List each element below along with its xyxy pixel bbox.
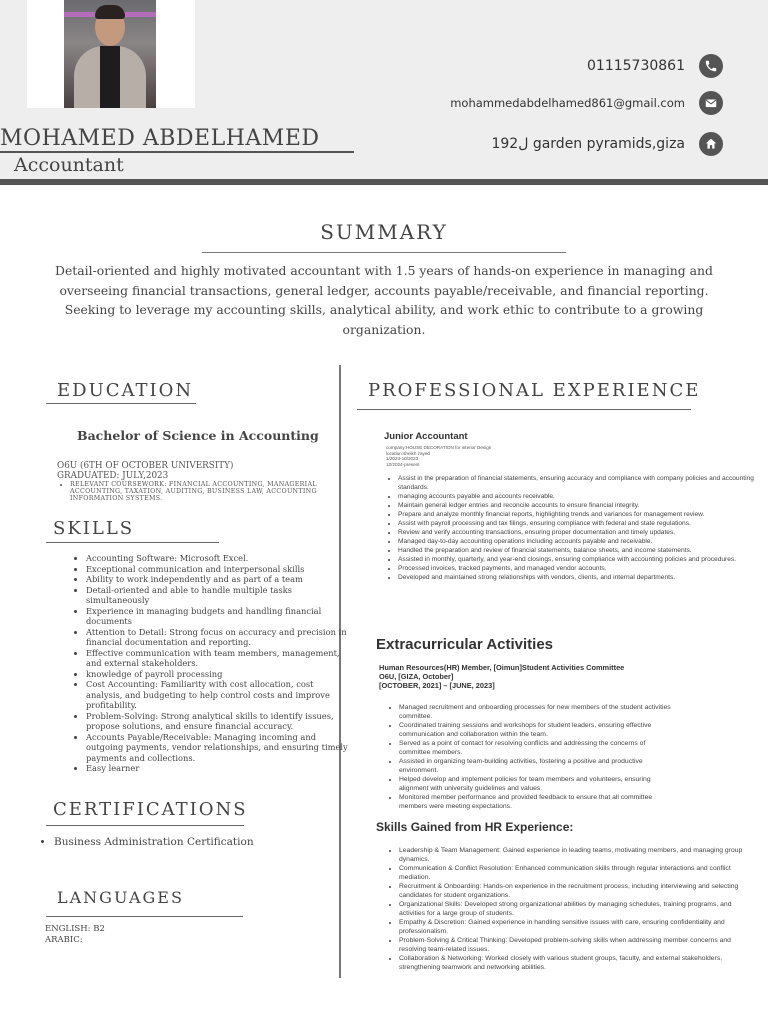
experience-heading: PROFESSIONAL EXPERIENCE (368, 380, 701, 401)
education-underline (46, 403, 196, 404)
job-location: location:sheikh zayed (386, 450, 430, 456)
hr-skill-item: • Problem-Solving & Critical Thinking: Developed problem-solving skills when addressing member concerns and resolving team-related issues. (399, 936, 744, 954)
candidate-name: MOHAMED ABDELHAMED (0, 126, 320, 151)
email-text[interactable]: mohammedabdelhamed861@gmail.com (450, 96, 685, 110)
summary-heading: SUMMARY (320, 220, 448, 244)
job-title: Junior Accountant (384, 431, 468, 442)
skill-item: • Attention to Detail: Strong focus on accuracy and precision in financial documentation and reporting. (86, 627, 351, 648)
mail-icon (699, 91, 723, 115)
job-duty-item: • Assisted in monthly, quarterly, and year-end closings, ensuring compliance with accounting policies and procedures. (398, 555, 758, 564)
extracurricular-item: • Served as a point of contact for resolving conflicts and addressing the concerns of committee members. (399, 739, 674, 757)
extracurricular-role: Human Resources(HR) Member, [Oimun]Student Activities Committee (379, 663, 625, 672)
job-duty-item: • Handled the preparation and review of financial statements, balance sheets, and income statements. (398, 546, 758, 555)
job-meta (386, 445, 491, 467)
job-company: company:HOUSE DECORATION for interior Design (386, 445, 492, 450)
extracurricular-item: • Coordinated training sessions and workshops for student leaders, ensuring effective communication and collaboration within the team. (399, 721, 674, 739)
job-duty-item: • Prepare and analyze monthly financial reports, highlighting trends and variances for management review. (398, 510, 758, 519)
profile-photo (27, 0, 195, 108)
language-english: ENGLISH: B2 (45, 924, 105, 934)
skill-item: • Exceptional communication and interpersonal skills (86, 564, 351, 575)
skill-item: • Ability to work independently and as part of a team (86, 574, 351, 585)
home-icon (699, 132, 723, 156)
email-row (450, 90, 723, 116)
hr-skill-item: • Leadership & Team Management: Gained experience in leading teams, motivating members, and managing group dynamics. (399, 846, 744, 864)
summary-underline (202, 252, 566, 253)
languages-heading: LANGUAGES (57, 888, 184, 907)
certifications-list (36, 836, 254, 848)
extracurricular-heading: Extracurricular Activities (376, 636, 554, 653)
degree-title: Bachelor of Science in Accounting (77, 428, 319, 443)
graduation-date: GRADUATED: JULY,2023 (57, 471, 169, 481)
extracurricular-list (387, 703, 674, 811)
hr-skill-item: • Collaboration & Networking: Worked closely with various student groups, faculty, and external stakeholders, strengthening teamwork and networking abilities. (399, 954, 744, 972)
skill-item: • Accounting Software: Microsoft Excel. (86, 553, 351, 564)
extracurricular-role-block (379, 663, 624, 690)
experience-underline (357, 409, 691, 410)
job-duty-item: • Assist in the preparation of financial statements, ensuring accuracy and compliance with company policies and accounting standards. (398, 474, 758, 492)
extracurricular-org: O6U, [GIZA, October] (379, 672, 454, 681)
language-arabic: ARABIC: (45, 935, 83, 945)
header-divider (0, 179, 768, 185)
job-start: 1/2023-10/2023 (386, 456, 419, 461)
extracurricular-item: • Helped develop and implement policies for team members and volunteers, ensuring alignment with university guidelines and values. (399, 775, 674, 793)
name-underline (0, 151, 354, 153)
phone-icon (699, 54, 723, 78)
skills-list (60, 553, 351, 774)
extracurricular-item: • Managed recruitment and onboarding processes for new members of the student activities committee. (399, 703, 674, 721)
phone-row (587, 53, 723, 79)
job-duty-item: • Maintain general ledger entries and reconcile accounts to ensure financial integrity. (398, 501, 758, 510)
skill-item: • Accounts Payable/Receivable: Managing incoming and outgoing payments, vendor relationships, and ensuring timely payments and collections. (86, 732, 351, 764)
candidate-title: Accountant (14, 154, 124, 176)
job-duty-item: • Processed invoices, tracked payments, and managed vendor accounts. (398, 564, 758, 573)
extracurricular-dates: [OCTOBER, 2021] – [JUNE, 2023] (379, 681, 495, 690)
skill-item: • Cost Accounting: Familiarity with cost allocation, cost analysis, and budgeting to help control costs and improve profitability. (86, 679, 351, 711)
hr-skill-item: • Communication & Conflict Resolution: Enhanced communication skills through regular interactions and conflict mediation. (399, 864, 744, 882)
certifications-heading: CERTIFICATIONS (53, 799, 248, 820)
job-duty-item: • Review and verify accounting transactions, ensuring proper documentation and timely updates. (398, 528, 758, 537)
job-duty-item: • Managed day-to-day accounting operations including accounts payable and receivable. (398, 537, 758, 546)
skills-underline (46, 542, 219, 543)
job-duty-item: • managing accounts payable and accounts receivable. (398, 492, 758, 501)
coursework-list (60, 481, 340, 502)
job-duties-list (386, 474, 758, 582)
summary-text: Detail-oriented and highly motivated accountant with 1.5 years of hands-on experience in managing and overseeing financial transactions, general ledger, accounts payable/receivable, and financial reporting. Seeking to leverage my accounting skills, analytical ability, and work ethic to contribute to a growing organization. (55, 263, 713, 337)
certifications-underline (46, 825, 244, 826)
job-duty-item: • Assist with payroll processing and tax filings, ensuring compliance with federal and state regulations. (398, 519, 758, 528)
hr-skill-item: • Organizational Skills: Developed strong organizational abilities by managing schedules, training programs, and activities for a large group of students. (399, 900, 744, 918)
address-row (491, 131, 723, 157)
skill-item: • Easy learner (86, 763, 351, 774)
job-duty-item: • Developed and maintained strong relationships with vendors, clients, and internal departments. (398, 573, 758, 582)
skill-item: • knowledge of payroll processing (86, 669, 351, 680)
portrait-image (64, 0, 156, 108)
school-name: O6U (6TH OF OCTOBER UNIVERSITY) (57, 461, 234, 471)
skills-heading: SKILLS (53, 518, 135, 539)
hr-skill-item: • Recruitment & Onboarding: Hands-on experience in the recruitment process, including interviewing and selecting candidates for student organizations. (399, 882, 744, 900)
languages-block (45, 924, 105, 946)
coursework-item: • RELEVANT COURSEWORK: FINANCIAL ACCOUNTING, MANAGERIAL ACCOUNTING, TAXATION, AUDITING, BUSINESS LAW, ACCOUNTING INFORMATION SYSTEMS. (70, 481, 340, 502)
skill-item: • Detail-oriented and able to handle multiple tasks simultaneously (86, 585, 351, 606)
skill-item: • Experience in managing budgets and handling financial documents (86, 606, 351, 627)
skill-item: • Problem-Solving: Strong analytical skills to identify issues, propose solutions, and ensure financial accuracy. (86, 711, 351, 732)
extracurricular-item: • Assisted in organizing team-building activities, fostering a positive and productive environment. (399, 757, 674, 775)
hr-skills-list (387, 846, 744, 972)
education-heading: EDUCATION (57, 380, 194, 401)
extracurricular-item: • Monitored member performance and provided feedback to ensure that all committee members were meeting expectations. (399, 793, 674, 811)
job-end: 12/2024-present (386, 461, 420, 467)
hr-skills-heading: Skills Gained from HR Experience: (376, 820, 574, 834)
address-text: 192ل garden pyramids,giza (491, 136, 685, 152)
languages-underline (46, 916, 243, 917)
certification-item: • Business Administration Certification (54, 836, 254, 848)
skill-item: • Effective communication with team members, management, and external stakeholders. (86, 648, 351, 669)
phone-text: 01115730861 (587, 58, 685, 74)
hr-skill-item: • Empathy & Discretion: Gained experience in handling sensitive issues with care, ensuring confidentiality and professionalism. (399, 918, 744, 936)
school-info (57, 461, 233, 481)
